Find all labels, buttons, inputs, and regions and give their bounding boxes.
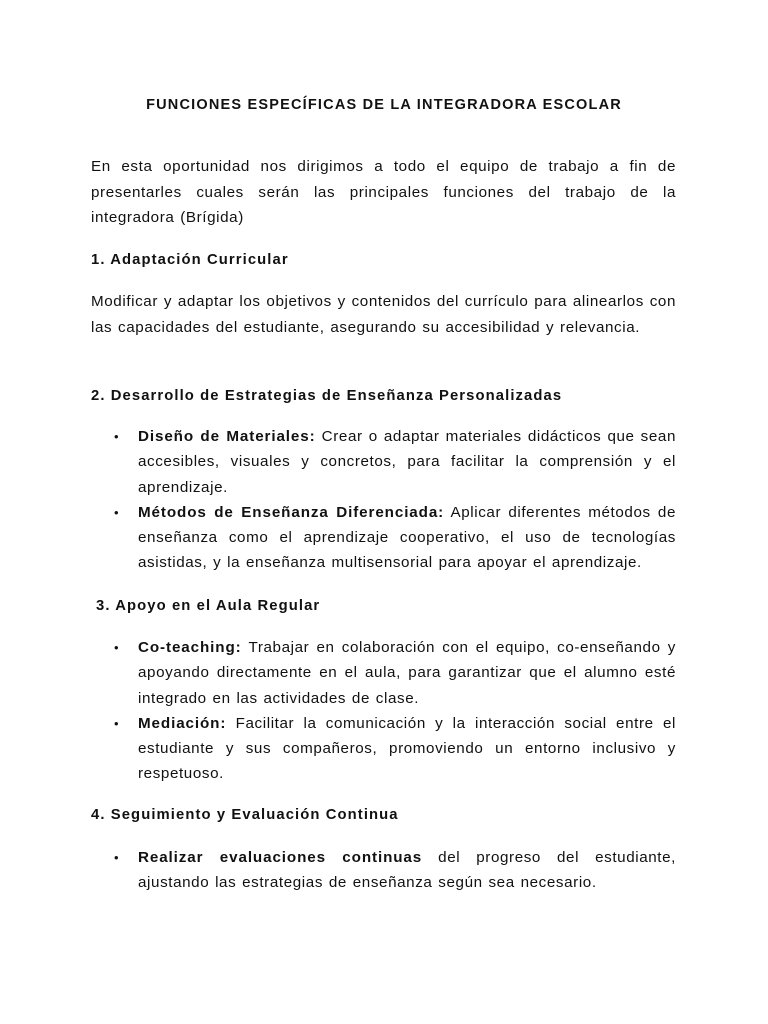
item-text: Crear o adaptar materiales didácticos que sean accesibles, visuales y concretos, para facilitar la comprensión y el aprendizaje. — [138, 428, 676, 496]
bullet-icon: • — [114, 429, 120, 444]
item-term: Co-teaching: — [138, 639, 242, 656]
item-term: Realizar evaluaciones continuas — [138, 849, 423, 866]
apoyo-list — [91, 635, 676, 787]
section-heading-seguimiento: 4. Seguimiento y Evaluación Continua — [91, 807, 399, 823]
bullet-icon: • — [114, 850, 120, 865]
item-term: Métodos de Enseñanza Diferenciada: — [138, 503, 445, 521]
section-heading-estrategias: 2. Desarrollo de Estrategias de Enseñanza Personalizadas — [91, 388, 563, 404]
bullet-icon: • — [114, 640, 120, 655]
intro-paragraph: En esta oportunidad nos dirigimos a todo el equipo de trabajo a fin de presentarles cuales serán las principales funciones del trabajo de la integradora (Brígida) — [91, 158, 676, 226]
item-term: Diseño de Materiales: — [138, 428, 316, 445]
list-item — [91, 711, 676, 787]
document-title: FUNCIONES ESPECÍFICAS DE LA INTEGRADORA ESCOLAR — [146, 97, 622, 113]
list-item — [91, 635, 676, 711]
list-item — [91, 500, 676, 576]
item-term: Mediación: — [138, 714, 227, 732]
item-text: Facilitar la comunicación y la interacción social entre el estudiante y sus compañeros, promoviendo un entorno inclusivo y respetuoso. — [138, 714, 676, 783]
item-text: Trabajar en colaboración con el equipo, co-enseñando y apoyando directamente en el aula, para garantizar que el alumno esté integrado en las actividades de clase. — [138, 639, 676, 707]
item-text: del progreso del estudiante, ajustando las estrategias de enseñanza según sea necesario. — [138, 849, 676, 892]
section-heading-adaptacion: 1. Adaptación Curricular — [91, 252, 289, 268]
seguimiento-list — [91, 845, 676, 896]
list-item — [91, 424, 676, 500]
section-heading-apoyo: 3. Apoyo en el Aula Regular — [96, 598, 321, 614]
item-text: Aplicar diferentes métodos de enseñanza como el aprendizaje cooperativo, el uso de tecnologías asistidas, y la enseñanza multisensorial para apoyar el aprendizaje. — [138, 503, 676, 572]
bullet-icon: • — [114, 504, 120, 520]
list-item — [91, 845, 676, 896]
bullet-icon: • — [114, 715, 120, 731]
estrategias-list — [91, 424, 676, 576]
section-body-adaptacion: Modificar y adaptar los objetivos y contenidos del currículo para alinearlos con las capacidades del estudiante, asegurando su accesibilidad y relevancia. — [91, 293, 676, 336]
